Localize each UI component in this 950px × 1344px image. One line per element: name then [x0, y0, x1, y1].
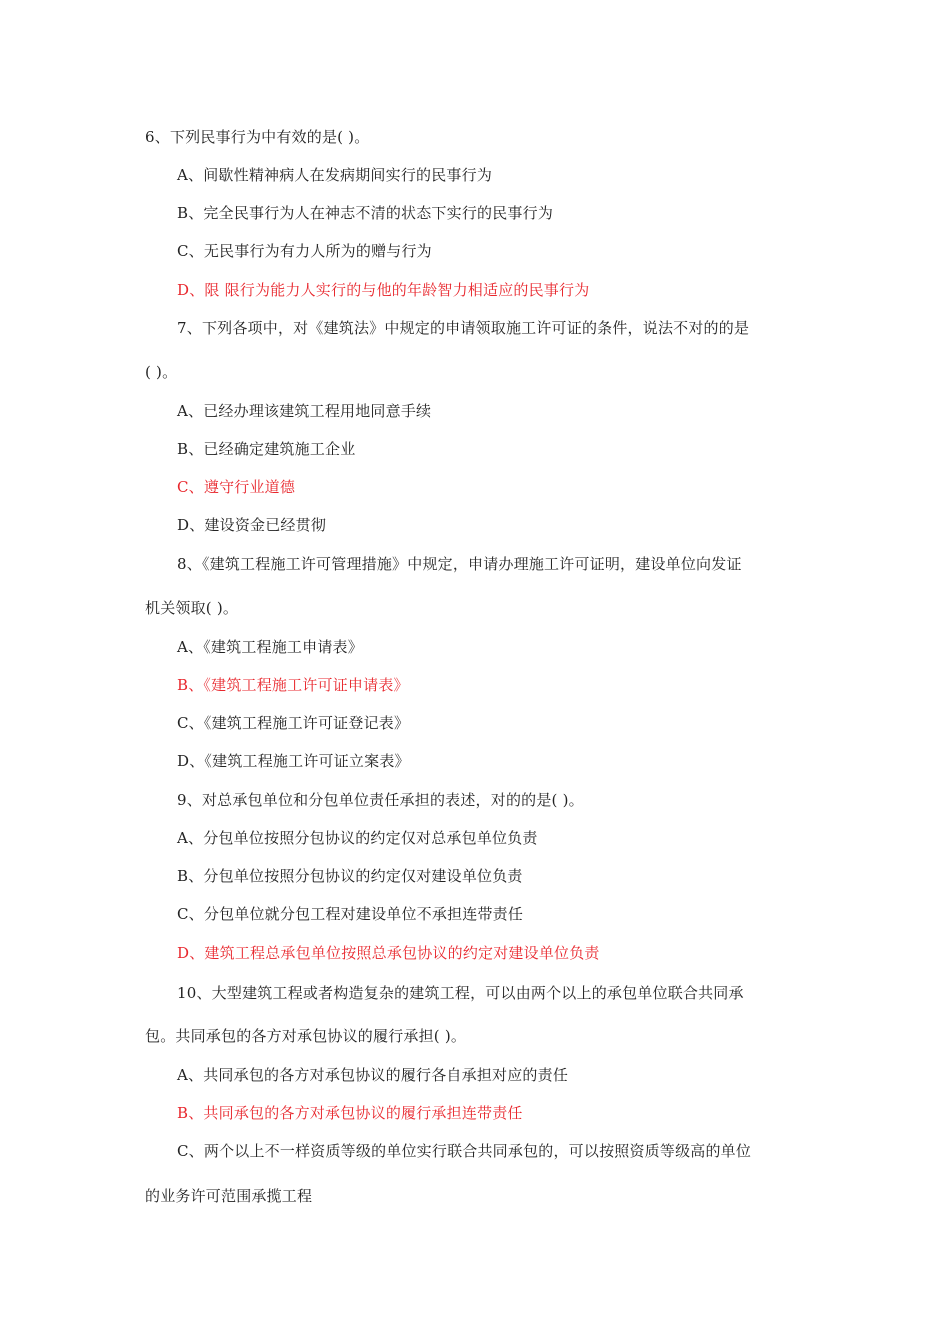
question-9-option-d-answer: D、建筑工程总承包单位按照总承包协议的约定对建设单位负责 [177, 944, 600, 962]
question-10-option-a: A、共同承包的各方对承包协议的履行各自承担对应的责任 [177, 1066, 569, 1084]
question-6-option-d-answer: D、限 限行为能力人实行的与他的年龄智力相适应的民事行为 [177, 281, 590, 299]
question-10-stem-line1: 10、大型建筑工程或者构造复杂的建筑工程，可以由两个以上的承包单位联合共同承 [177, 984, 744, 1002]
question-6-option-b: B、完全民事行为人在神志不清的状态下实行的民事行为 [177, 204, 554, 222]
question-7-stem-line1: 7、下列各项中，对《建筑法》中规定的申请领取施工许可证的条件，说法不对的的是 [177, 319, 750, 337]
question-10-option-c-line1: C、两个以上不一样资质等级的单位实行联合共同承包的，可以按照资质等级高的单位 [177, 1142, 752, 1160]
question-9-option-b: B、分包单位按照分包协议的约定仅对建设单位负责 [177, 867, 523, 885]
question-7-option-b: B、已经确定建筑施工企业 [177, 440, 356, 458]
question-9-option-a: A、分包单位按照分包协议的约定仅对总承包单位负责 [177, 829, 538, 847]
question-6-option-a: A、间歇性精神病人在发病期间实行的民事行为 [177, 166, 493, 184]
question-10-stem-line2: 包。共同承包的各方对承包协议的履行承担( )。 [145, 1027, 467, 1045]
question-6-stem: 6、下列民事行为中有效的是( )。 [145, 128, 370, 146]
question-8-option-b-answer: B、《建筑工程施工许可证申请表》 [177, 676, 409, 694]
question-7-option-d: D、建设资金已经贯彻 [177, 516, 327, 534]
question-8-option-c: C、《建筑工程施工许可证登记表》 [177, 714, 410, 732]
question-7-stem-line2: ( )。 [145, 363, 178, 381]
question-9-option-c: C、分包单位就分包工程对建设单位不承担连带责任 [177, 905, 524, 923]
question-10-option-c-line2: 的业务许可范围承揽工程 [145, 1187, 313, 1205]
question-10-option-b-answer: B、共同承包的各方对承包协议的履行承担连带责任 [177, 1104, 523, 1122]
question-8-option-a: A、《建筑工程施工申请表》 [177, 638, 363, 656]
question-8-stem-line2: 机关领取( )。 [145, 599, 239, 617]
question-8-stem-line1: 8、《建筑工程施工许可管理措施》中规定，申请办理施工许可证明，建设单位向发证 [177, 555, 742, 573]
question-7-option-a: A、已经办理该建筑工程用地同意手续 [177, 402, 432, 420]
question-9-stem: 9、对总承包单位和分包单位责任承担的表述，对的的是( )。 [177, 791, 584, 809]
question-7-option-c-answer: C、遵守行业道德 [177, 478, 296, 496]
question-6-option-c: C、无民事行为有力人所为的赠与行为 [177, 242, 432, 260]
question-8-option-d: D、《建筑工程施工许可证立案表》 [177, 752, 410, 770]
